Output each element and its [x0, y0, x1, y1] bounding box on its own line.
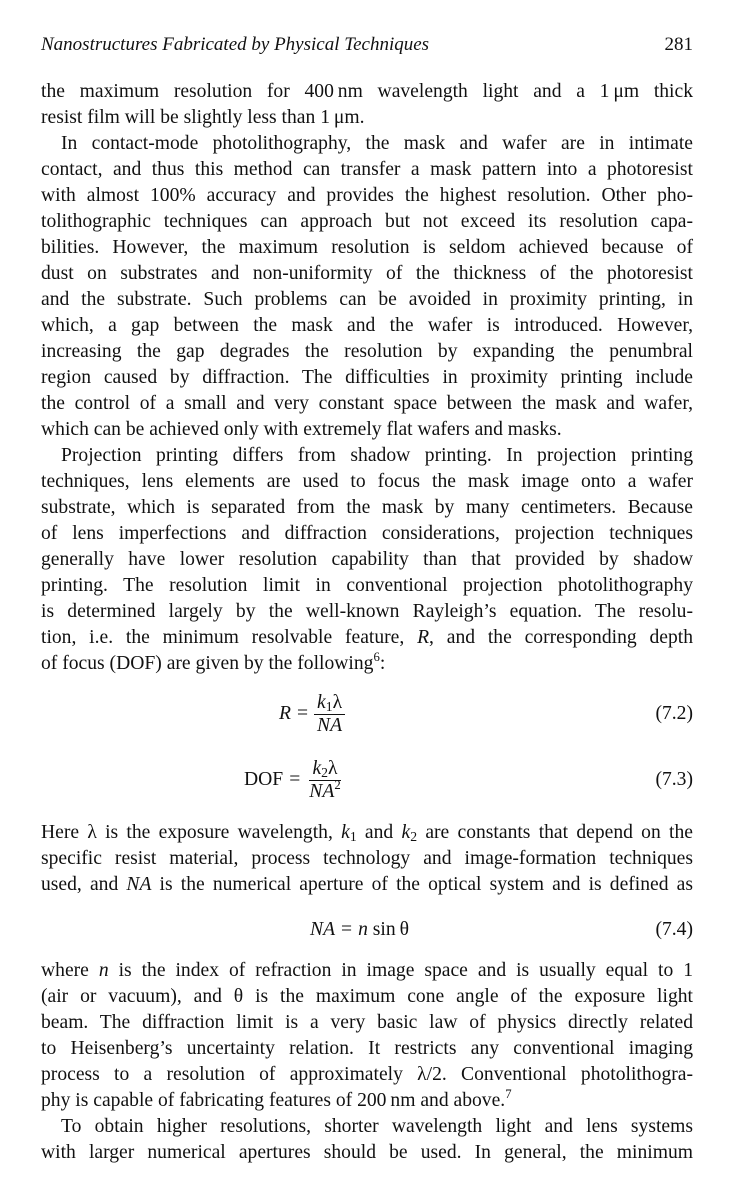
- paragraph-higher-resolutions: [41, 1114, 693, 1166]
- denominator: NA: [317, 714, 343, 736]
- text-line: where n is the index of refraction in image space and is usually equal to 1: [41, 960, 694, 981]
- text-line: used, and NA is the numerical aperture of the optical system and is defined as: [41, 874, 693, 895]
- text-line: which can be achieved only with extremely flat wafers and masks.: [41, 419, 562, 440]
- equation-number: (7.4): [655, 919, 693, 940]
- text-line: of focus (DOF) are given by the following$^6$:: [41, 650, 386, 674]
- text-line: Projection printing differs from shadow printing. In projection printing: [61, 445, 693, 466]
- text-line: of lens imperfections and diffraction considerations, projection techniques: [41, 523, 693, 544]
- text-line: (air or vacuum), and θ is the maximum cone angle of the exposure light: [41, 986, 693, 1007]
- text-line: increasing the gap degrades the resolution by expanding the penumbral: [41, 341, 693, 362]
- text-line: specific resist material, process technology and image-formation techniques: [41, 848, 693, 869]
- text-line: the control of a small and very constant space between the mask and wafer,: [41, 393, 693, 414]
- text-line: and the substrate. Such problems can be avoided in proximity printing, in: [41, 289, 693, 310]
- fraction: [314, 692, 345, 737]
- text-line: techniques, lens elements are used to focus the mask image onto a wafer: [41, 471, 693, 492]
- text-line: printing. The resolution limit in conventional projection photolithography: [41, 575, 693, 596]
- text-line: substrate, which is separated from the mask by many centimeters. Because: [41, 497, 693, 518]
- text-line: contact, and thus this method can transfer a mask pattern into a photoresist: [41, 159, 693, 180]
- eq-lhs: NA: [310, 919, 336, 940]
- text-line: tolithographic techniques can approach but not exceed its resolution capa-: [41, 211, 693, 232]
- text-line: resist film will be slightly less than 1 μm.: [41, 107, 365, 128]
- text-line: process to a resolution of approximately λ/2. Conventional photolithogra-: [41, 1064, 693, 1085]
- denominator: $NA^2$: [309, 777, 341, 802]
- text-line: with larger numerical apertures should be used. In general, the minimum: [41, 1142, 693, 1163]
- text-line: Here λ is the exposure wavelength, $k_1$ and $k_2$ are constants that depend on the: [41, 822, 693, 844]
- paragraph-projection-printing: [41, 443, 693, 677]
- equation-7-3: [41, 752, 693, 808]
- text-line: bilities. However, the maximum resolution is seldom achieved because of: [41, 237, 693, 258]
- text-line: is determined largely by the well-known Rayleigh’s equation. The resolu-: [41, 601, 693, 622]
- equation-7-2: [41, 686, 693, 742]
- text-line: phy is capable of fabricating features of 200 nm and above.$^7$: [41, 1087, 512, 1111]
- text-line: the maximum resolution for 400 nm wavelength light and a 1 μm thick: [41, 81, 693, 102]
- paragraph-equation-explanation: [41, 820, 693, 898]
- citation-ref: 7: [505, 1087, 512, 1101]
- numerator: $k_1\lambda$: [314, 692, 345, 715]
- text-line: In contact-mode photolithography, the mask and wafer are in intimate: [61, 133, 693, 154]
- equation-7-4: [41, 917, 693, 943]
- text-line: region caused by diffraction. The difficulties in proximity printing include: [41, 367, 693, 388]
- text-line: generally have lower resolution capability than that provided by shadow: [41, 549, 693, 570]
- eq-rhs-n: n: [358, 919, 368, 940]
- numerator: $k_2\lambda$: [309, 758, 340, 781]
- equation-number: (7.3): [655, 769, 693, 790]
- equals-sign: =: [289, 769, 301, 790]
- text-line: with almost 100% accuracy and provides the highest resolution. Other pho-: [41, 185, 693, 206]
- fraction: [306, 758, 343, 803]
- equals-sign: =: [341, 919, 353, 940]
- text-line: To obtain higher resolutions, shorter wavelength light and lens systems: [61, 1116, 693, 1137]
- running-head: [41, 33, 693, 57]
- text-line: dust on substrates and non-uniformity of the thickness of the photoresist: [41, 263, 693, 284]
- equation-number: (7.2): [655, 703, 693, 724]
- eq-lhs: R: [279, 703, 291, 724]
- text-line: beam. The diffraction limit is a very basic law of physics directly related: [41, 1012, 693, 1033]
- running-title: Nanostructures Fabricated by Physical Techniques: [41, 34, 430, 55]
- citation-ref: 6: [373, 650, 380, 664]
- paragraph-continuation: [41, 79, 693, 131]
- text-line: tion, i.e. the minimum resolvable feature, R, and the corresponding depth: [41, 627, 694, 648]
- page-number: 281: [664, 34, 693, 55]
- text-line: to Heisenberg’s uncertainty relation. It restricts any conventional imaging: [41, 1038, 693, 1059]
- eq-lhs: DOF: [244, 769, 284, 790]
- paragraph-refraction-index: [41, 958, 693, 1114]
- eq-rhs-sin: sin θ: [367, 919, 409, 940]
- equals-sign: =: [296, 703, 309, 724]
- text-line: which, a gap between the mask and the wafer is introduced. However,: [41, 315, 693, 336]
- paragraph-contact-mode: [41, 131, 693, 443]
- variable-r: R: [417, 627, 430, 648]
